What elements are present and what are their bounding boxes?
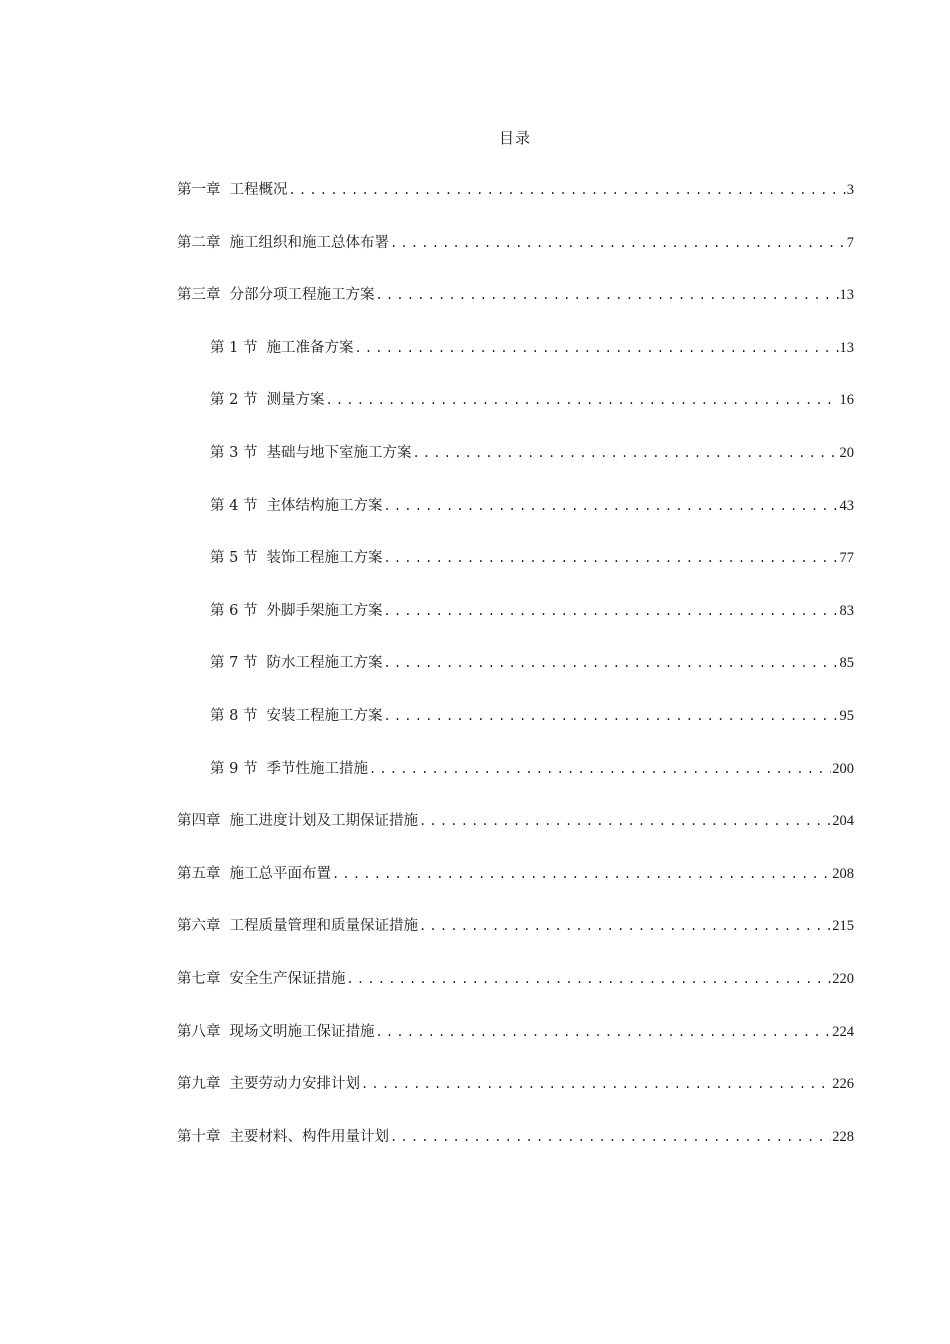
toc-entry-number: 第五章 bbox=[177, 865, 221, 882]
toc-entry-number: 第七章 bbox=[177, 970, 221, 987]
toc-entry-number: 第二章 bbox=[177, 234, 221, 251]
toc-entry-text: 主体结构施工方案 bbox=[266, 497, 383, 514]
toc-entry[interactable] bbox=[177, 1072, 854, 1098]
toc-dot-leader bbox=[412, 446, 838, 460]
toc-dot-leader bbox=[289, 183, 846, 197]
toc-entry[interactable] bbox=[177, 336, 854, 362]
toc-entry-page: 85 bbox=[839, 655, 854, 672]
toc-dot-leader bbox=[383, 656, 838, 670]
toc-entry[interactable] bbox=[177, 1125, 854, 1151]
toc-dot-leader bbox=[332, 867, 831, 881]
toc-entry-text: 防水工程施工方案 bbox=[266, 655, 383, 672]
toc-entry-number: 第 6 节 bbox=[210, 602, 258, 619]
toc-entry-number: 第 7 节 bbox=[210, 655, 258, 672]
toc-entry-page: 200 bbox=[832, 760, 854, 777]
toc-entry[interactable] bbox=[177, 862, 854, 888]
toc-list bbox=[177, 178, 854, 1177]
toc-entry-number: 第三章 bbox=[177, 287, 221, 304]
toc-entry-text: 施工组织和施工总体布署 bbox=[229, 234, 389, 251]
toc-entry[interactable] bbox=[177, 651, 854, 677]
toc-dot-leader bbox=[347, 972, 832, 986]
toc-entry-page: 13 bbox=[839, 287, 854, 304]
toc-entry[interactable] bbox=[177, 704, 854, 730]
toc-entry-page: 83 bbox=[839, 602, 854, 619]
toc-entry-text: 施工准备方案 bbox=[266, 339, 354, 356]
toc-entry-page: 204 bbox=[832, 813, 854, 830]
toc-dot-leader bbox=[376, 1025, 832, 1039]
toc-entry[interactable] bbox=[177, 441, 854, 467]
toc-dot-leader bbox=[361, 1077, 831, 1091]
toc-entry-number: 第一章 bbox=[177, 182, 221, 198]
toc-entry-number: 第 5 节 bbox=[210, 550, 258, 567]
toc-entry-text: 工程概况 bbox=[229, 182, 288, 198]
toc-entry-page: 7 bbox=[846, 234, 854, 251]
toc-entry-page: 220 bbox=[832, 970, 854, 987]
toc-entry-text: 工程质量管理和质量保证措施 bbox=[229, 918, 418, 935]
toc-entry-number: 第 4 节 bbox=[210, 497, 258, 514]
toc-entry-number: 第 3 节 bbox=[210, 444, 258, 461]
toc-entry-text: 施工总平面布置 bbox=[229, 865, 331, 882]
toc-entry-number: 第十章 bbox=[177, 1128, 221, 1145]
toc-dot-leader bbox=[325, 393, 838, 407]
toc-entry[interactable] bbox=[177, 599, 854, 625]
toc-entry-text: 施工进度计划及工期保证措施 bbox=[229, 813, 418, 830]
toc-dot-leader bbox=[369, 762, 831, 776]
toc-entry-text: 现场文明施工保证措施 bbox=[229, 1023, 375, 1040]
toc-entry[interactable] bbox=[177, 809, 854, 835]
toc-entry-number: 第六章 bbox=[177, 918, 221, 935]
toc-entry-number: 第 8 节 bbox=[210, 707, 258, 724]
toc-entry-number: 第 2 节 bbox=[210, 392, 258, 409]
toc-dot-leader bbox=[383, 499, 838, 513]
toc-entry-text: 季节性施工措施 bbox=[266, 760, 368, 777]
toc-entry-number: 第四章 bbox=[177, 813, 221, 830]
toc-entry-page: 208 bbox=[832, 865, 854, 882]
toc-entry-page: 226 bbox=[832, 1076, 854, 1093]
toc-entry-text: 测量方案 bbox=[266, 392, 325, 409]
toc-dot-leader bbox=[419, 919, 831, 933]
toc-entry[interactable] bbox=[177, 388, 854, 414]
toc-entry[interactable] bbox=[177, 494, 854, 520]
toc-entry-page: 43 bbox=[839, 497, 854, 514]
toc-entry-page: 228 bbox=[832, 1128, 854, 1145]
toc-entry-number: 第 9 节 bbox=[210, 760, 258, 777]
toc-entry-text: 外脚手架施工方案 bbox=[266, 602, 383, 619]
toc-dot-leader bbox=[390, 236, 846, 250]
toc-entry-number: 第九章 bbox=[177, 1076, 221, 1093]
toc-title: 目录 bbox=[498, 129, 531, 147]
toc-entry-number: 第 1 节 bbox=[210, 339, 258, 356]
toc-entry-page: 95 bbox=[839, 707, 854, 724]
toc-dot-leader bbox=[419, 814, 831, 828]
toc-entry-page: 3 bbox=[846, 182, 854, 198]
toc-entry[interactable] bbox=[177, 231, 854, 257]
toc-dot-leader bbox=[383, 604, 838, 618]
toc-entry-text: 装饰工程施工方案 bbox=[266, 550, 383, 567]
toc-entry-text: 安装工程施工方案 bbox=[266, 707, 383, 724]
toc-entry[interactable] bbox=[177, 914, 854, 940]
toc-dot-leader bbox=[383, 551, 838, 565]
toc-entry-text: 安全生产保证措施 bbox=[229, 970, 346, 987]
toc-entry-text: 主要材料、构件用量计划 bbox=[229, 1128, 389, 1145]
toc-entry-number: 第八章 bbox=[177, 1023, 221, 1040]
toc-entry[interactable] bbox=[177, 1020, 854, 1046]
toc-entry[interactable] bbox=[177, 178, 854, 204]
toc-dot-leader bbox=[354, 341, 838, 355]
toc-entry-page: 224 bbox=[832, 1023, 854, 1040]
toc-entry[interactable] bbox=[177, 967, 854, 993]
toc-entry-page: 16 bbox=[839, 392, 854, 409]
toc-entry[interactable] bbox=[177, 546, 854, 572]
toc-dot-leader bbox=[376, 288, 839, 302]
toc-entry-text: 主要劳动力安排计划 bbox=[229, 1076, 360, 1093]
toc-entry-text: 基础与地下室施工方案 bbox=[266, 444, 412, 461]
toc-dot-leader bbox=[390, 1130, 831, 1144]
toc-entry-page: 215 bbox=[832, 918, 854, 935]
toc-entry-page: 77 bbox=[839, 550, 854, 567]
toc-entry[interactable] bbox=[177, 757, 854, 783]
toc-entry[interactable] bbox=[177, 283, 854, 309]
toc-entry-page: 13 bbox=[839, 339, 854, 356]
toc-entry-text: 分部分项工程施工方案 bbox=[229, 287, 375, 304]
toc-dot-leader bbox=[383, 709, 838, 723]
toc-entry-page: 20 bbox=[839, 444, 854, 461]
